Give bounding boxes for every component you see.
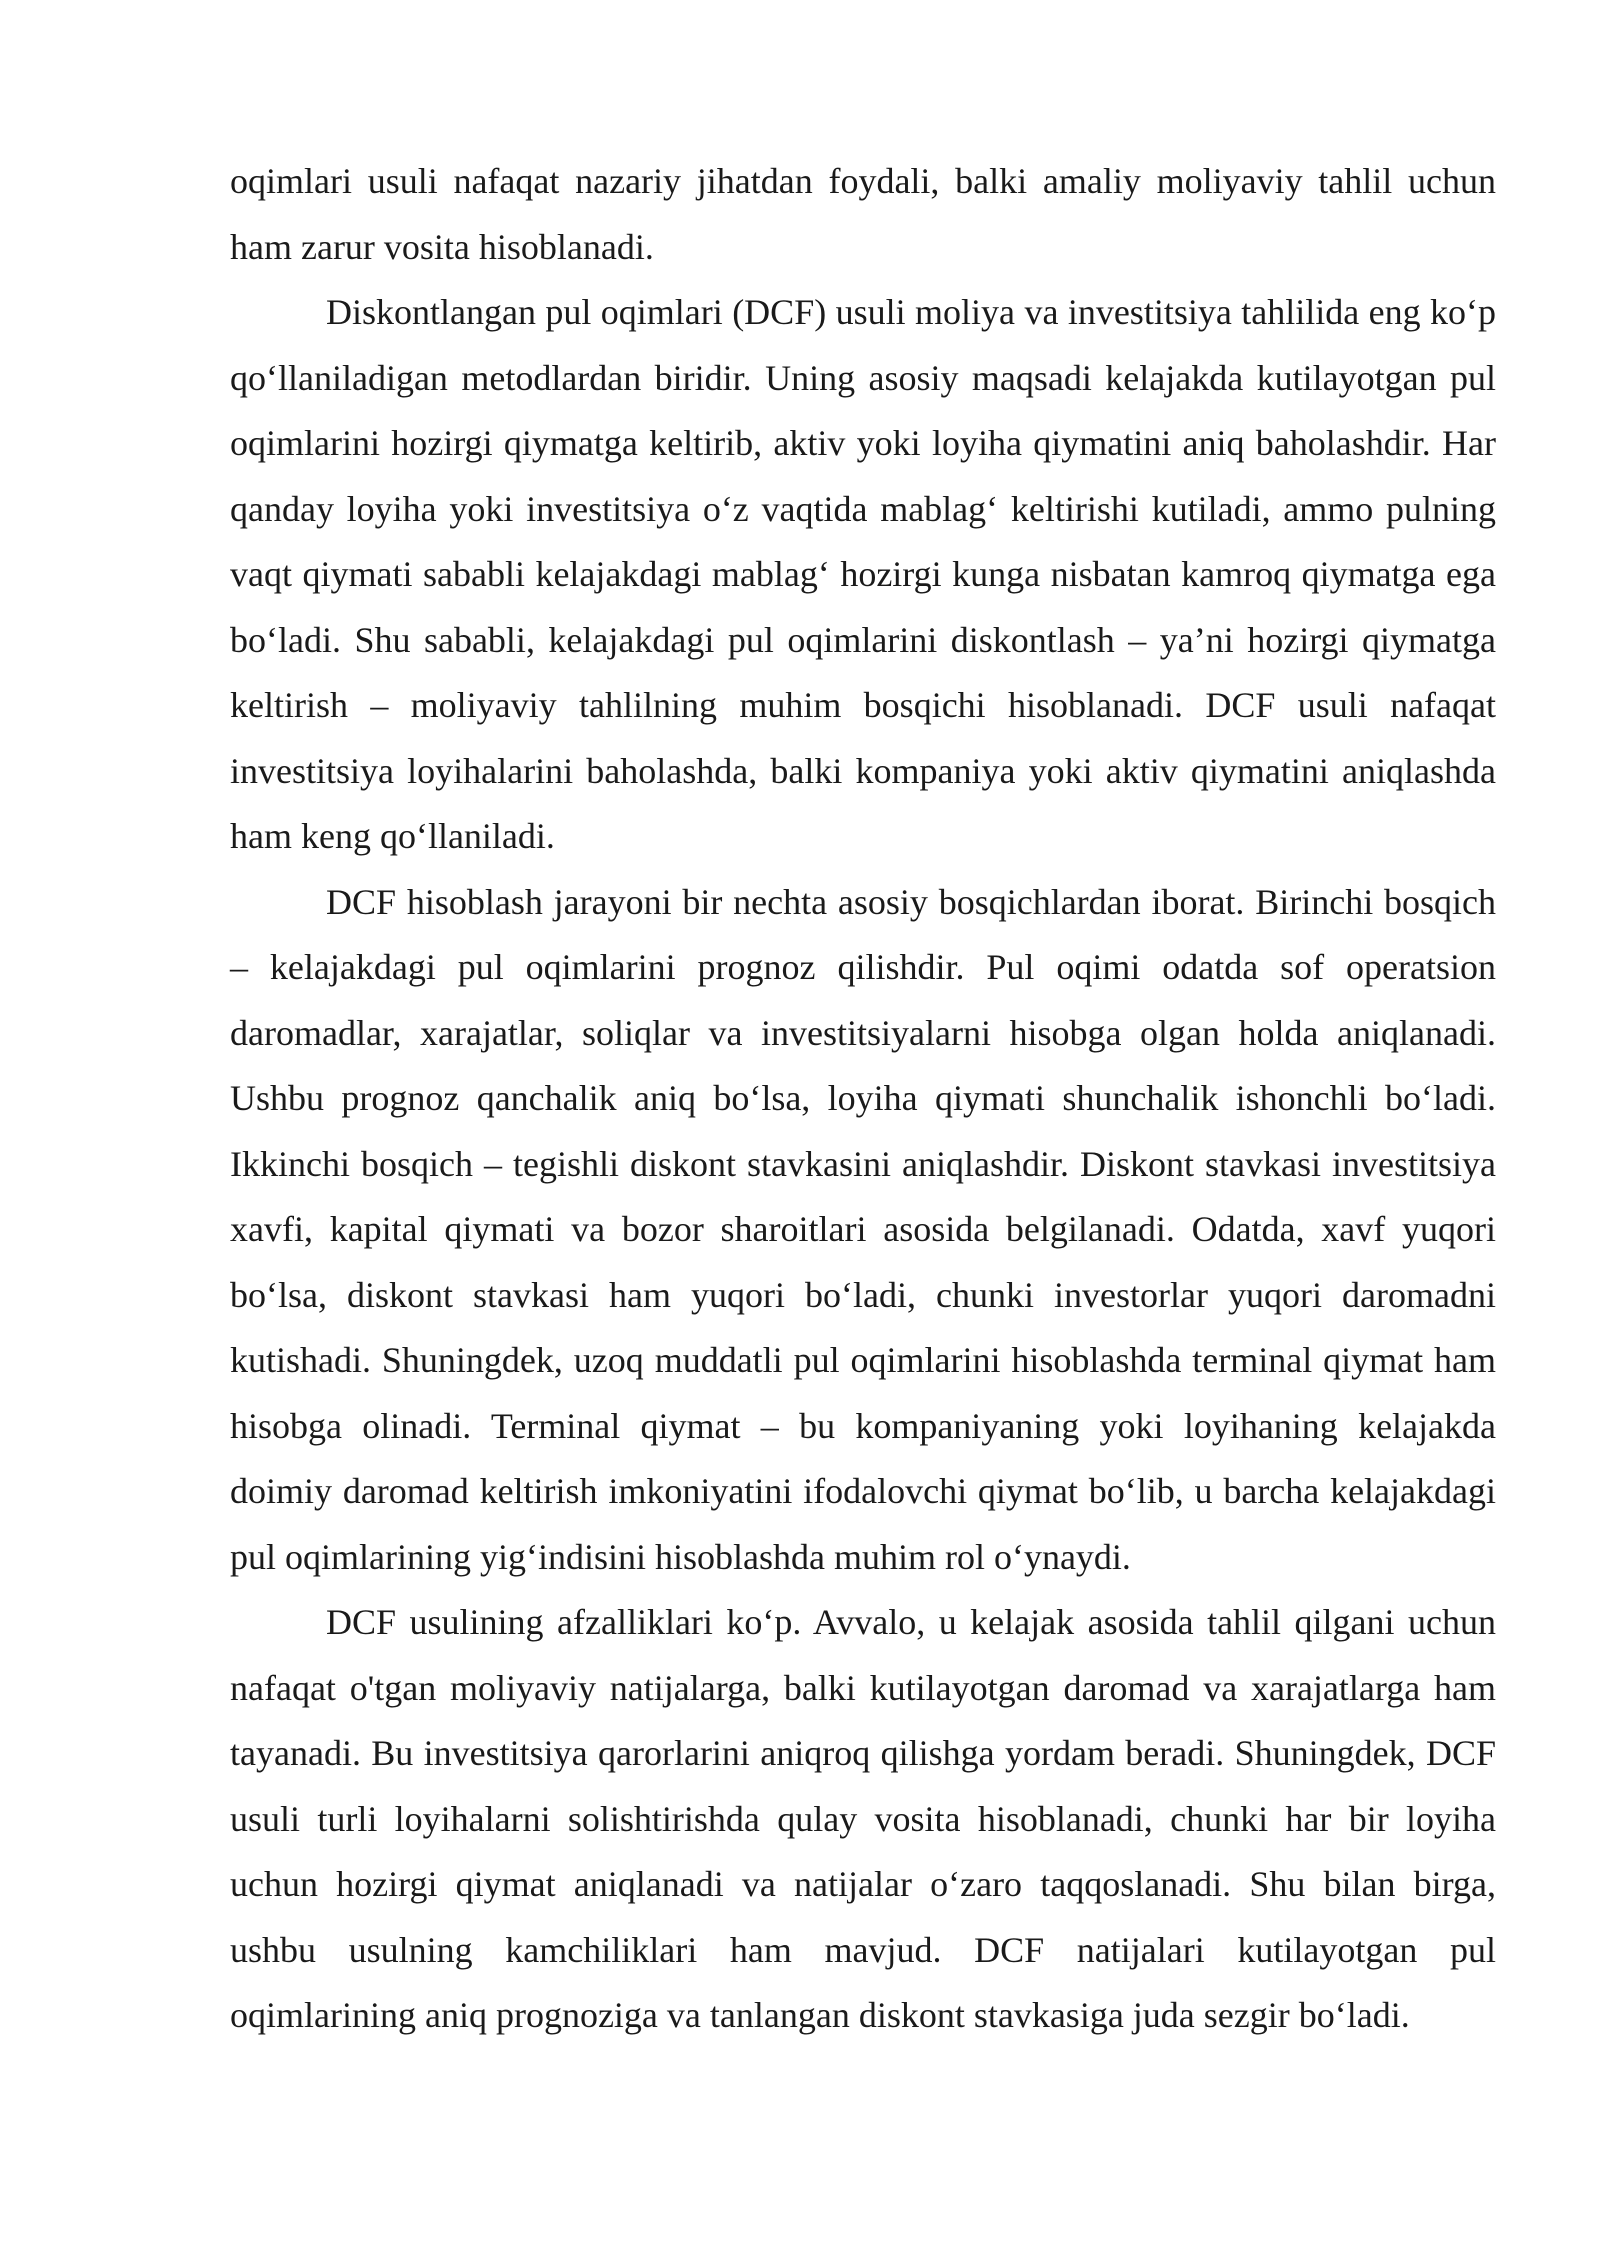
paragraph-dcf-process: DCF hisoblash jarayoni bir nechta asosiy bosqichlardan iborat. Birinchi bosqich – kelajakdagi pul oqimlarini prognoz qilishdir. Pul oqimi odatda sof operatsion daromadlar, xarajatlar, soliqlar va investitsiyalarni hisobga olgan holda aniqlanadi. Ushbu prognoz qanchalik aniq boʻlsa, loyiha qiymati shunchalik ishonchli boʻladi. Ikkinchi bosqich – tegishli diskont stavkasini aniqlashdir. Diskont stavkasi investitsiya xavfi, kapital qiymati va bozor sharoitlari asosida belgilanadi. Odatda, xavf yuqori boʻlsa, diskont stavkasi ham yuqori boʻladi, chunki investorlar yuqori daromadni kutishadi. Shuningdek, uzoq muddatli pul oqimlarini hisoblashda terminal qiymat ham hisobga olinadi. Terminal qiymat – bu kompaniyaning yoki loyihaning kelajakda doimiy daromad keltirish imkoniyatini ifodalovchi qiymat boʻlib, u barcha kelajakdagi pul oqimlarining yigʻindisini hisoblashda muhim rol oʻynaydi. — [230, 881, 1496, 1577]
body-text — [230, 149, 1496, 2049]
paragraph-dcf-advantages: DCF usulining afzalliklari koʻp. Avvalo, u kelajak asosida tahlil qilgani uchun nafaqat o'tgan moliyaviy natijalarga, balki kutilayotgan daromad va xarajatlarga ham tayanadi. Bu investitsiya qarorlarini aniqroq qilishga yordam beradi. Shuningdek, DCF usuli turli loyihalarni solishtirishda qulay vosita hisoblanadi, chunki har bir loyiha uchun hozirgi qiymat aniqlanadi va natijalar oʻzaro taqqoslanadi. Shu bilan birga, ushbu usulning kamchiliklari ham mavjud. DCF natijalari kutilayotgan pul oqimlarining aniq prognoziga va tanlangan diskont stavkasiga juda sezgir boʻladi. — [230, 1602, 1496, 2035]
paragraph-continued: oqimlari usuli nafaqat nazariy jihatdan foydali, balki amaliy moliyaviy tahlil uchun ham zarur vosita hisoblanadi. — [230, 161, 1496, 267]
paragraph-dcf-definition: Diskontlangan pul oqimlari (DCF) usuli moliya va investitsiya tahlilida eng koʻp qoʻllaniladigan metodlardan biridir. Uning asosiy maqsadi kelajakda kutilayotgan pul oqimlarini hozirgi qiymatga keltirib, aktiv yoki loyiha qiymatini aniq baholashdir. Har qanday loyiha yoki investitsiya oʻz vaqtida mablagʻ keltirishi kutiladi, ammo pulning vaqt qiymati sababli kelajakdagi mablagʻ hozirgi kunga nisbatan kamroq qiymatga ega boʻladi. Shu sababli, kelajakdagi pul oqimlarini diskontlash – ya’ni hozirgi qiymatga keltirish – moliyaviy tahlilning muhim bosqichi hisoblanadi. DCF usuli nafaqat investitsiya loyihalarini baholashda, balki kompaniya yoki aktiv qiymatini aniqlashda ham keng qoʻllaniladi. — [230, 292, 1496, 856]
